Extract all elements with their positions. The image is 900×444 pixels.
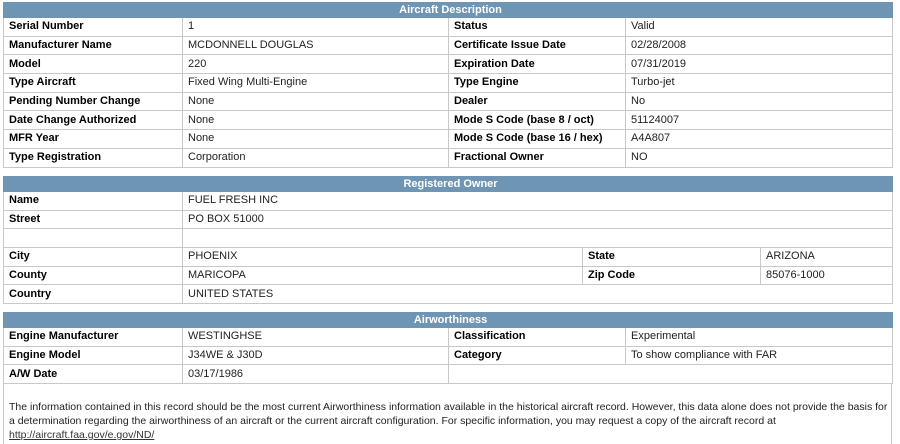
state-value: ARIZONA — [761, 248, 893, 267]
table-row — [4, 18, 893, 37]
country-label: Country — [4, 285, 183, 304]
type-registration-label: Type Registration — [4, 148, 183, 167]
engine-manufacturer-label: Engine Manufacturer — [4, 328, 183, 347]
aircraft-record-link[interactable]: http://aircraft.faa.gov/e.gov/ND/ — [9, 429, 155, 441]
date-change-authorized-label: Date Change Authorized — [4, 111, 183, 130]
certificate-issue-date-label: Certificate Issue Date — [449, 36, 626, 55]
category-label: Category — [449, 346, 626, 365]
pending-number-change-value: None — [183, 92, 449, 111]
owner-name-value: FUEL FRESH INC — [183, 192, 893, 211]
zip-code-value: 85076-1000 — [761, 266, 893, 285]
type-aircraft-label: Type Aircraft — [4, 74, 183, 93]
airworthiness-header: Airworthiness — [4, 313, 893, 328]
registered-owner-header: Registered Owner — [4, 177, 893, 192]
table-row — [4, 210, 893, 229]
state-label: State — [583, 248, 761, 267]
type-aircraft-value: Fixed Wing Multi-Engine — [183, 74, 449, 93]
date-change-authorized-value: None — [183, 111, 449, 130]
type-registration-value: Corporation — [183, 148, 449, 167]
table-row — [4, 346, 893, 365]
zip-code-label: Zip Code — [583, 266, 761, 285]
engine-model-label: Engine Model — [4, 346, 183, 365]
table-row — [4, 74, 893, 93]
mfr-year-label: MFR Year — [4, 130, 183, 149]
mfr-year-value: None — [183, 130, 449, 149]
status-value: Valid — [626, 18, 893, 37]
note-text: The information contained in this record should be the most current Airworthiness information available in the historical aircraft record. However, this data alone does not provide the basis for a determination regarding the airworthiness of an aircraft or the current aircraft configuration. For specific information, you may request a copy of the aircraft record at — [9, 401, 888, 427]
city-label: City — [4, 248, 183, 267]
table-row — [4, 248, 893, 267]
aircraft-description-header: Aircraft Description — [4, 3, 893, 18]
airworthiness-note — [3, 384, 892, 444]
manufacturer-name-label: Manufacturer Name — [4, 36, 183, 55]
table-row — [4, 365, 893, 384]
model-label: Model — [4, 55, 183, 74]
mode-s-hex-value: A4A807 — [626, 130, 893, 149]
city-value: PHOENIX — [183, 248, 583, 267]
airworthiness-table — [3, 312, 893, 384]
model-value: 220 — [183, 55, 449, 74]
county-value: MARICOPA — [183, 266, 583, 285]
aw-date-empty — [449, 365, 893, 384]
status-label: Status — [449, 18, 626, 37]
street-2-label — [4, 229, 183, 248]
aw-date-label: A/W Date — [4, 365, 183, 384]
aw-date-value: 03/17/1986 — [183, 365, 449, 384]
mode-s-oct-label: Mode S Code (base 8 / oct) — [449, 111, 626, 130]
table-row — [4, 92, 893, 111]
manufacturer-name-value: MCDONNELL DOUGLAS — [183, 36, 449, 55]
classification-value: Experimental — [626, 328, 893, 347]
aircraft-description-table — [3, 2, 893, 168]
engine-manufacturer-value: WESTINGHSE — [183, 328, 449, 347]
owner-name-label: Name — [4, 192, 183, 211]
table-row — [4, 328, 893, 347]
pending-number-change-label: Pending Number Change — [4, 92, 183, 111]
table-row — [4, 192, 893, 211]
street-value: PO BOX 51000 — [183, 210, 893, 229]
fractional-owner-label: Fractional Owner — [449, 148, 626, 167]
table-row — [4, 266, 893, 285]
street-label: Street — [4, 210, 183, 229]
engine-model-value: J34WE & J30D — [183, 346, 449, 365]
classification-label: Classification — [449, 328, 626, 347]
expiration-date-value: 07/31/2019 — [626, 55, 893, 74]
table-row — [4, 285, 893, 304]
serial-number-label: Serial Number — [4, 18, 183, 37]
table-row — [4, 130, 893, 149]
mode-s-hex-label: Mode S Code (base 16 / hex) — [449, 130, 626, 149]
dealer-value: No — [626, 92, 893, 111]
type-engine-label: Type Engine — [449, 74, 626, 93]
mode-s-oct-value: 51124007 — [626, 111, 893, 130]
street-2-value — [183, 229, 893, 248]
certificate-issue-date-value: 02/28/2008 — [626, 36, 893, 55]
type-engine-value: Turbo-jet — [626, 74, 893, 93]
table-row — [4, 111, 893, 130]
dealer-label: Dealer — [449, 92, 626, 111]
registered-owner-table — [3, 176, 893, 304]
serial-number-value: 1 — [183, 18, 449, 37]
country-value: UNITED STATES — [183, 285, 893, 304]
table-row — [4, 36, 893, 55]
table-row — [4, 55, 893, 74]
table-row — [4, 148, 893, 167]
table-row — [4, 229, 893, 248]
county-label: County — [4, 266, 183, 285]
fractional-owner-value: NO — [626, 148, 893, 167]
category-value: To show compliance with FAR — [626, 346, 893, 365]
expiration-date-label: Expiration Date — [449, 55, 626, 74]
